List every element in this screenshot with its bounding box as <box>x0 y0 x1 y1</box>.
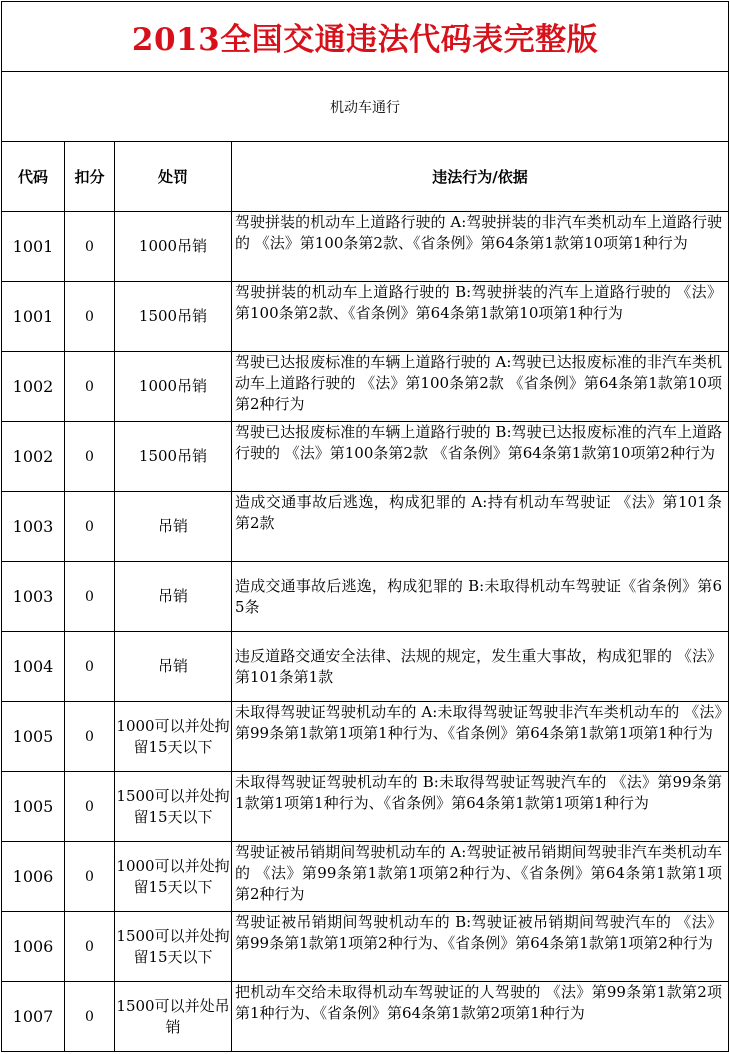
row-code: 1006 <box>2 912 65 982</box>
row-penalty: 吊销 <box>115 562 232 632</box>
header-code: 代码 <box>2 142 65 212</box>
row-description: 造成交通事故后逃逸，构成犯罪的 A:持有机动车驾驶证 《法》第101条第2款 <box>232 492 729 562</box>
row-penalty: 1000可以并处拘留15天以下 <box>115 842 232 912</box>
table-row <box>2 702 729 772</box>
row-penalty: 1000吊销 <box>115 352 232 422</box>
row-points: 0 <box>65 212 115 282</box>
row-description: 把机动车交给未取得机动车驾驶证的人驾驶的 《法》第99条第1款第2项第1种行为、《省条例》第64条第1款第2项第1种行为 <box>232 982 729 1052</box>
row-penalty: 吊销 <box>115 492 232 562</box>
row-code: 1007 <box>2 982 65 1052</box>
section-heading: 机动车通行 <box>2 72 729 142</box>
row-points: 0 <box>65 492 115 562</box>
row-code: 1002 <box>2 352 65 422</box>
row-description: 驾驶已达报废标准的车辆上道路行驶的 B:驾驶已达报废标准的汽车上道路行驶的 《法》第100条第2款 《省条例》第64条第1款第10项第2种行为 <box>232 422 729 492</box>
table-row <box>2 562 729 632</box>
row-code: 1003 <box>2 562 65 632</box>
row-code: 1005 <box>2 702 65 772</box>
row-points: 0 <box>65 982 115 1052</box>
row-description: 未取得驾驶证驾驶机动车的 B:未取得驾驶证驾驶汽车的 《法》第99条第1款第1项第1种行为、《省条例》第64条第1款第1项第1种行为 <box>232 772 729 842</box>
table-row <box>2 982 729 1052</box>
row-code: 1002 <box>2 422 65 492</box>
row-description: 驾驶证被吊销期间驾驶机动车的 A:驾驶证被吊销期间驾驶非汽车类机动车的 《法》第99条第1款第1项第2种行为、《省条例》第64条第1款第1项第2种行为 <box>232 842 729 912</box>
row-penalty: 1000吊销 <box>115 212 232 282</box>
page-title: 2013全国交通违法代码表完整版 <box>2 2 729 72</box>
table-row <box>2 912 729 982</box>
row-code: 1004 <box>2 632 65 702</box>
row-points: 0 <box>65 352 115 422</box>
row-penalty: 1500可以并处吊销 <box>115 982 232 1052</box>
table-row <box>2 632 729 702</box>
row-code: 1001 <box>2 282 65 352</box>
table-row <box>2 352 729 422</box>
row-points: 0 <box>65 912 115 982</box>
row-points: 0 <box>65 422 115 492</box>
row-description: 驾驶已达报废标准的车辆上道路行驶的 A:驾驶已达报废标准的非汽车类机动车上道路行驶的 《法》第100条第2款 《省条例》第64条第1款第10项第2种行为 <box>232 352 729 422</box>
row-code: 1001 <box>2 212 65 282</box>
row-penalty: 1500可以并处拘留15天以下 <box>115 912 232 982</box>
header-row <box>2 142 729 212</box>
spreadsheet <box>1 1 729 1051</box>
table-row <box>2 422 729 492</box>
row-points: 0 <box>65 772 115 842</box>
row-penalty: 1500可以并处拘留15天以下 <box>115 772 232 842</box>
header-points: 扣分 <box>65 142 115 212</box>
row-points: 0 <box>65 632 115 702</box>
row-penalty: 吊销 <box>115 632 232 702</box>
table-row <box>2 772 729 842</box>
row-code: 1005 <box>2 772 65 842</box>
header-description: 违法行为/依据 <box>232 142 729 212</box>
violation-code-table <box>1 1 729 1052</box>
row-penalty: 1500吊销 <box>115 282 232 352</box>
row-description: 造成交通事故后逃逸，构成犯罪的 B:未取得机动车驾驶证《省条例》第65条 <box>232 562 729 632</box>
row-points: 0 <box>65 842 115 912</box>
row-description: 驾驶拼装的机动车上道路行驶的 B:驾驶拼装的汽车上道路行驶的 《法》第100条第2款、《省条例》第64条第1款第10项第1种行为 <box>232 282 729 352</box>
table-row <box>2 282 729 352</box>
row-points: 0 <box>65 562 115 632</box>
row-penalty: 1500吊销 <box>115 422 232 492</box>
row-points: 0 <box>65 702 115 772</box>
table-row <box>2 842 729 912</box>
table-row <box>2 492 729 562</box>
table-row <box>2 212 729 282</box>
row-description: 违反道路交通安全法律、法规的规定，发生重大事故，构成犯罪的 《法》第101条第1款 <box>232 632 729 702</box>
row-code: 1006 <box>2 842 65 912</box>
row-description: 驾驶拼装的机动车上道路行驶的 A:驾驶拼装的非汽车类机动车上道路行驶的 《法》第100条第2款、《省条例》第64条第1款第10项第1种行为 <box>232 212 729 282</box>
row-points: 0 <box>65 282 115 352</box>
row-code: 1003 <box>2 492 65 562</box>
row-description: 驾驶证被吊销期间驾驶机动车的 B:驾驶证被吊销期间驾驶汽车的 《法》第99条第1款第1项第2种行为、《省条例》第64条第1款第1项第2种行为 <box>232 912 729 982</box>
row-description: 未取得驾驶证驾驶机动车的 A:未取得驾驶证驾驶非汽车类机动车的 《法》第99条第1款第1项第1种行为、《省条例》第64条第1款第1项第1种行为 <box>232 702 729 772</box>
header-penalty: 处罚 <box>115 142 232 212</box>
row-penalty: 1000可以并处拘留15天以下 <box>115 702 232 772</box>
